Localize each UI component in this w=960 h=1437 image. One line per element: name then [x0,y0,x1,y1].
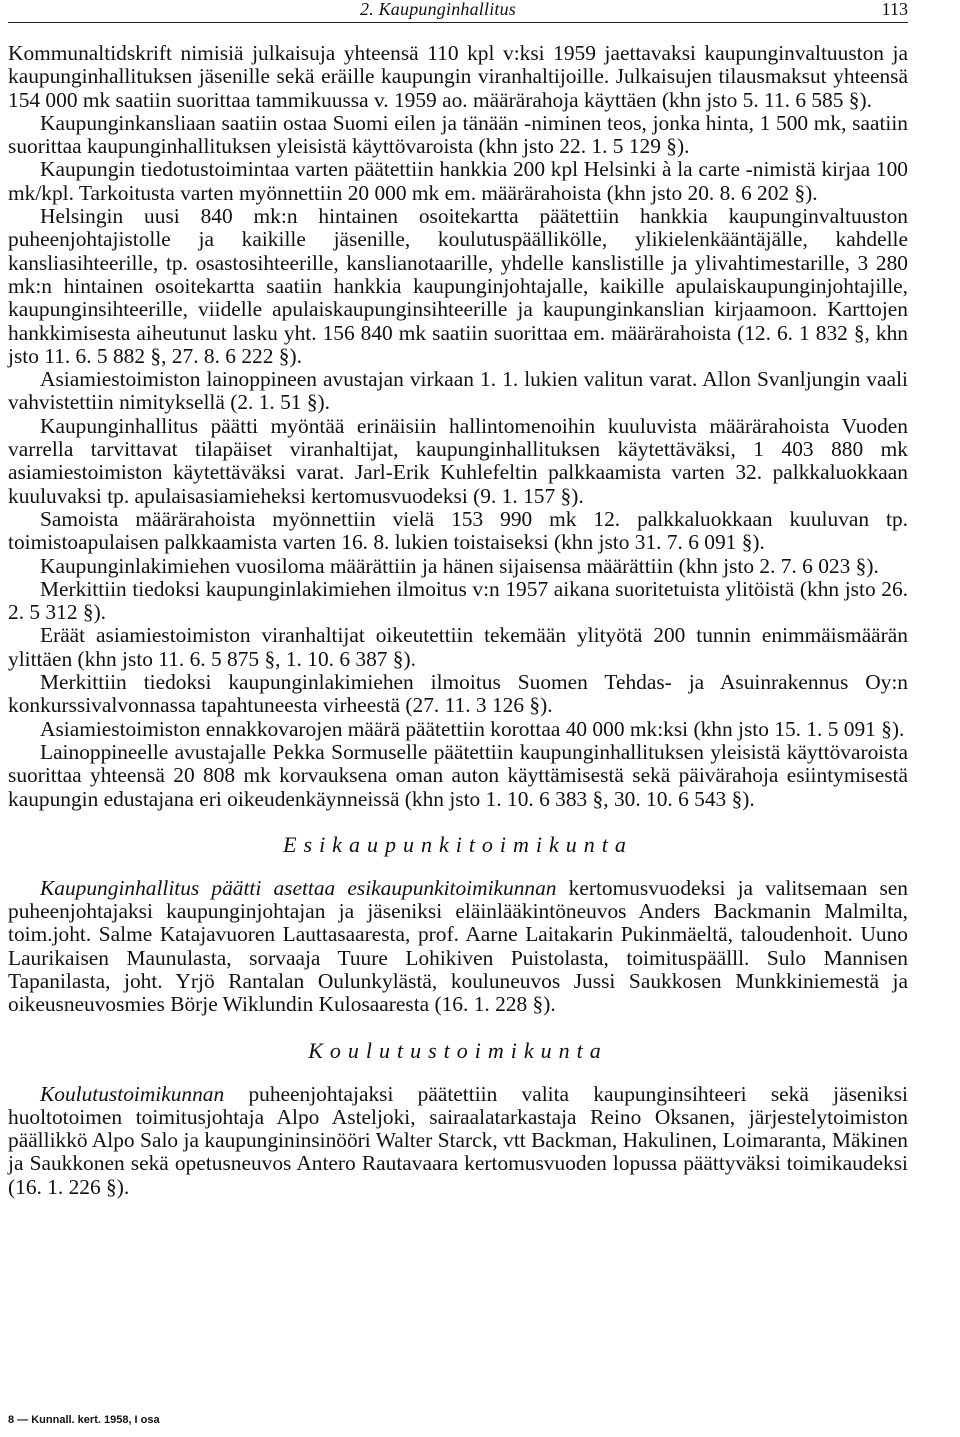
section-text: puheenjohtajaksi päätettiin valita kaupunginsihteeri sekä jäseniksi huoltotoimen toimitusjohtaja Alpo Asteljoki, sairaalatarkastaja Reino Oksanen, järjestelytoimiston päällikkö Alpo Salo ja kaupungininsinööri Walter Starck, vtt Backman, Hakulinen, Loimaranta, Mäkinen ja Saukkonen sekä opetusneuvos Antero Rautavaara kertomusvuoden lopussa päättyväksi toimikaudeksi (16. 1. 226 §). [8,1081,908,1199]
section-text: kertomusvuodeksi ja valitsemaan sen puheenjohtajaksi kaupunginjohtajan ja jäseniksi eläinlääkintöneuvos Anders Backmanin Malmilta, toim.joht. Salme Katajavuoren Lauttasaaresta, prof. Aarne Laitakarin Pukinmäeltä, taloudenhoit. Uuno Laurikaisen Maunulasta, sorvaaja Tuure Lohikiven Puistolasta, toimituspäälll. Sulo Mannisen Tapanilasta, joht. Yrjö Rantalan Oulunkylästä, kouluneuvos Jussi Saukkosen Munkkiniemestä ja oikeusneuvosmies Börje Wiklundin Kulosaaresta (16. 1. 228 §). [8,875,908,1017]
section-heading: Koulutustoimikunta [308,1037,608,1063]
italic-lead: Koulutustoimikunnan [40,1081,225,1106]
paragraph: Lainoppineelle avustajalle Pekka Sormuselle päätettiin kaupunginhallituksen yleisistä käyttövaroista suorittaa yhteensä 20 808 mk korvauksena oman auton käyttämisestä sekä päivärahoja esiintymisestä kaupungin edustajana eri oikeudenkäynneissä (khn jsto 1. 10. 6 383 §, 30. 10. 6 543 §). [8,739,908,811]
paragraph: Samoista määrärahoista myönnettiin vielä 153 990 mk 12. palkkaluokkaan kuuluvan tp. toimistoapulaisen palkkaamista varten 16. 8. lukien toistaiseksi (khn jsto 31. 7. 6 091 §). [8,506,908,555]
paragraph: Asiamiestoimiston ennakkovarojen määrä päätettiin korottaa 40 000 mk:ksi (khn jsto 15. 1. 5 091 §). [40,716,905,741]
section-paragraph [8,1083,908,1199]
paragraph: Asiamiestoimiston lainoppineen avustajan virkaan 1. 1. lukien valitun varat. Allon Svanljungin vaali vahvistettiin nimityksellä (2. 1. 51 §). [8,367,908,415]
running-title: 2. Kaupunginhallitus [360,0,517,19]
paragraph: Helsingin uusi 840 mk:n hintainen osoitekartta päätettiin hankkia kaupunginvaltuuston puheenjohtajistolle ja kaikille jäsenille, koulutuspäällikölle, ylikielenkääntäjälle, kahdelle kansliasihteerille, tp. osastosihteerille, kanslianotaarille, yhdelle kanslistille ja ylivahtimestarille, 3 280 mk:n hintainen osoitekartta saatiin hankkia kaupunginjohtajalle, kaikille apulaiskaupunginjohtajille, kaupunginsihteerille, viidelle apulaiskaupunginsihteerille ja kaupunginkanslian kirjaamoon. Karttojen hankkimisesta aiheutunut lasku yht. 156 840 mk saatiin suorittaa em. määrärahoista (12. 6. 1 832 §, khn jsto 11. 6. 5 882 §, 27. 8. 6 222 §). [8,204,908,368]
italic-lead: Kaupunginhallitus päätti asettaa esikaupunkitoimikunnan [40,875,557,900]
paragraph: Merkittiin tiedoksi kaupunginlakimiehen ilmoitus Suomen Tehdas- ja Asuinrakennus Oy:n konkurssivalvonnassa tapahtuneesta virheestä (27. 11. 3 126 §). [8,670,908,718]
paragraph: Kaupungin tiedotustoimintaa varten päätettiin hankkia 200 kpl Helsinki à la carte -nimistä kirjaa 100 mk/kpl. Tarkoitusta varten myönnettiin 20 000 mk em. määrärahoista (khn jsto 20. 8. 6 202 §). [8,157,908,205]
paragraph: Kaupunginkansliaan saatiin ostaa Suomi eilen ja tänään -niminen teos, jonka hinta, 1 500 mk, saatiin suorittaa kaupunginhallituksen yleisistä käyttövaroista (khn jsto 22. 1. 5 129 §). [8,110,908,159]
paragraph: Merkittiin tiedoksi kaupunginlakimiehen ilmoitus v:n 1957 aikana suoritetuista ylitöistä (khn jsto 26. 2. 5 312 §). [8,576,908,625]
paragraph: Kaupunginhallitus päätti myöntää erinäisiin hallintomenoihin kuuluvista määrärahoista Vuoden varrella tarvittavat tilapäiset viranhaltijat, kaupunginhallituksen käytettäväksi, 1 403 880 mk asiamiestoimiston käytettäväksi varat. Jarl-Erik Kuhlefeltin palkkaamista varten 32. palkkaluokkaan kuuluvaksi tp. apulaisasiamieheksi kertomusvuodeksi (9. 1. 157 §). [8,413,908,508]
running-header [8,0,908,23]
page-footer: 8 — Kunnall. kert. 1958, I osa [8,1414,160,1426]
section-heading: Esikaupunkitoimikunta [283,831,633,857]
page-number: 113 [881,0,908,19]
paragraph: Kaupunginlakimiehen vuosiloma määrättiin ja hänen sijaisensa määrättiin (khn jsto 2. 7. 6 023 §). [40,553,879,578]
paragraph: Eräät asiamiestoimiston viranhaltijat oikeutettiin tekemään ylityötä 200 tunnin enimmäismäärän ylittäen (khn jsto 11. 6. 5 875 §, 1. 10. 6 387 §). [8,623,908,671]
section-paragraph [8,877,908,1017]
page-body [8,42,908,1199]
paragraph: Kommunaltidskrift nimisiä julkaisuja yhteensä 110 kpl v:ksi 1959 jaettavaksi kaupunginvaltuuston ja kaupunginhallituksen jäsenille sekä eräille kaupungin viranhaltijoille. Julkaisujen tilausmaksut yhteensä 154 000 mk saatiin suorittaa tammikuussa v. 1959 ao. määrärahoja käyttäen (khn jsto 5. 11. 6 585 §). [8,41,908,112]
